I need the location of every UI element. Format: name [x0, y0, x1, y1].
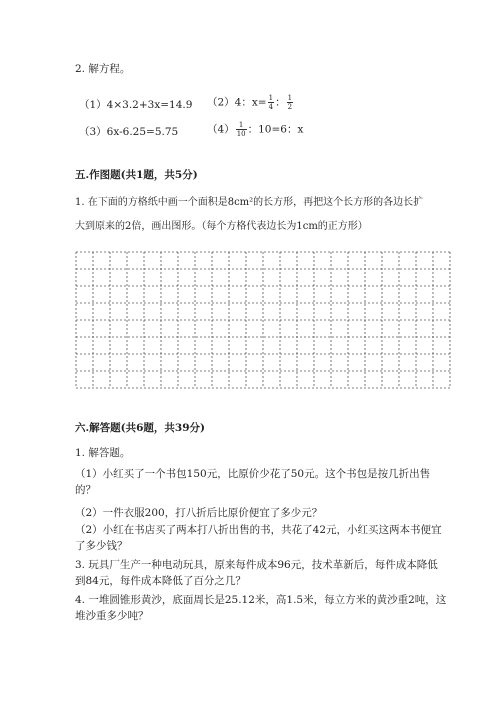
- question-4: 3. 玩具厂生产一种电动玩具，原来每件成本96元，技术革新后，每件成本降低到84元，每件成本降低了百分之几？: [75, 559, 438, 587]
- equation-heading: 2. 解方程。: [75, 63, 131, 75]
- equation-2-prefix: （2）4：x=: [207, 96, 267, 109]
- question-3: （2）小红在书店买了两本打八折出售的书，共花了42元，小红买这两本书便宜了多少钱？: [75, 524, 442, 552]
- equation-3: （3）6x-6.25=5.75: [79, 126, 179, 138]
- question-1: （1）小红买了一个书包150元，比原价少花了50元。这个书包是按几折出售的？: [75, 468, 431, 496]
- equation-2-colon: ：: [275, 96, 286, 109]
- question-2: （2）一件衣服200，打八折后比原价便宜了多少元？: [75, 507, 323, 519]
- drawing-question-line-2: 大到原来的2倍，画出图形。（每个方格代表边长为1cm的正方形）: [75, 221, 368, 232]
- equation-4-prefix: （4）: [207, 123, 235, 136]
- answer-heading: 1. 解答题。: [75, 447, 131, 459]
- fraction-one-tenth: $\frac{1}{10}$: [236, 121, 246, 138]
- drawing-section-title: 五.作图题(共1题，共5分): [75, 169, 198, 181]
- equation-4-suffix: ：10=6：x: [247, 123, 304, 136]
- grid-paper: [75, 251, 452, 391]
- question-5: 4. 一堆圆锥形黄沙，底面周长是25.12米，高1.5米，每立方米的黄沙重2吨，这堆沙重多少吨？: [75, 594, 447, 622]
- answer-section-title: 六.解答题(共6题，共39分): [75, 422, 206, 434]
- fraction-one-quarter: $\frac{1}{4}$: [268, 94, 274, 111]
- equation-4: [207, 121, 303, 138]
- equation-2: [207, 94, 294, 111]
- fraction-one-half: $\frac{1}{2}$: [287, 94, 293, 111]
- drawing-question-line-1: 1. 在下面的方格纸中画一个面积是8cm²的长方形，再把这个长方形的各边长扩: [75, 197, 424, 208]
- equation-1: （1）4×3.2+3x=14.9: [79, 99, 193, 111]
